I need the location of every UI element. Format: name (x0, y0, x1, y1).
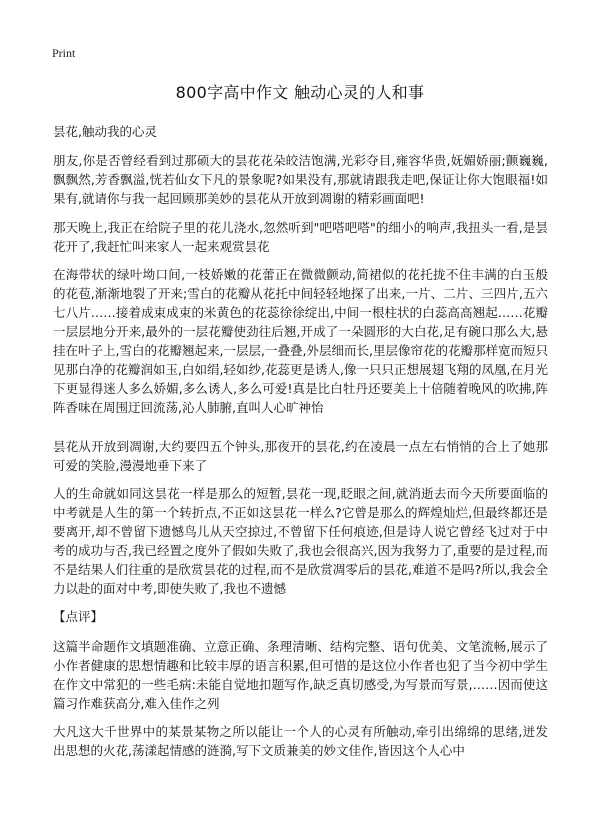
essay-paragraph-4: 昙花从开放到凋谢,大约要四五个钟头,那夜开的昙花,约在凌晨一点左右悄悄的合上了她那可爱的笑脸,漫漫地垂下来了 (53, 439, 548, 473)
comment-paragraph-1: 这篇半命题作文填题准确、立意正确、条理清晰、结构完整、语句优美、文笔流畅,展示了小作者健康的思想情趣和比较丰厚的语言积累,但可惜的是这位小作者也犯了当今初中学生在作文中常犯的一些毛病:未能自觉地扣题写作,缺乏真切感受,为写景而写景,……因而使这篇习作难获高分,难入佳作之列 (53, 639, 548, 711)
page-title: 800字高中作文 触动心灵的人和事 (175, 83, 425, 102)
print-link[interactable]: Print (52, 46, 76, 60)
comment-header: 【点评】 (53, 609, 104, 624)
essay-subtitle: 昙花,触动我的心灵 (53, 124, 157, 139)
essay-paragraph-5: 人的生命就如同这昙花一样是那么的短暂,昙花一现,眨眼之间,就消逝去而今天所要面临的中考就是人生的第一个转折点,不正如这昙花一样么?它曾是那么的辉煌灿烂,但最终都还是要离开,却不曾留下遗憾鸟儿从天空掠过,不曾留下任何痕迹,但是诗人说它曾经飞过对于中考的成功与否,我已经置之度外了假如失败了,我也会很高兴,因为我努力了,重要的是过程,而不是结果人们往重的是欣赏昙花的过程,而不是欣赏凋零后的昙花,难道不是吗?所以,我会全力以赴的面对中考,即使失败了,我也不遗憾 (53, 486, 548, 596)
comment-paragraph-2: 大凡这大千世界中的某景某物之所以能让一个人的心灵有所触动,牵引出绵绵的思绪,迸发出思想的火花,荡漾起情感的涟漪,写下文质兼美的妙文佳作,皆因这个人心中 (53, 724, 548, 758)
essay-paragraph-1: 朋友,你是否曾经看到过那硕大的昙花花朵皎洁饱满,光彩夺目,雍容华贵,妩媚娇丽;颤巍巍,飘飘然,芳香飘溢,恍若仙女下凡的景象呢?如果没有,那就请跟我走吧,保证让你大饱眼福!如果有,就请你与我一起回顾那美妙的昙花从开放到凋谢的精彩画面吧! (53, 153, 548, 206)
essay-paragraph-3: 在海带状的绿叶坳口间,一枝娇嫩的花蕾正在微微颤动,简裙似的花托拢不住丰满的白玉般的花苞,渐渐地裂了开来;雪白的花瓣从花托中间轻轻地探了出来,一片、二片、三四片,五六七八片……接着成束成束的米黄色的花蕊徐徐绽出,中间一根柱状的白蕊高高翘起……花瓣一层层地分开来,最外的一层花瓣使劲往后翘,开成了一朵圆形的大白花,足有碗口那么大,悬挂在叶子上,雪白的花瓣翘起来,一层层,一叠叠,外层细而长,里层像帘花的花瓣那样宽而短只见那白净的花瓣润如玉,白如绢,轻如纱,花蕊更是诱人,像一只只正想展翅飞翔的凤凰,在月光下更显得迷人多么娇媚,多么诱人,多么可爱!真是比白牡丹还要美上十倍随着晚风的吹拂,阵阵香味在周围迂回流荡,沁人肺腑,直叫人心旷神怡 (53, 267, 548, 415)
essay-paragraph-2: 那天晚上,我正在给院子里的花儿浇水,忽然听到"吧嗒吧嗒"的细小的响声,我扭头一看,是昙花开了,我赶忙叫来家人一起来观赏昙花 (53, 220, 548, 254)
